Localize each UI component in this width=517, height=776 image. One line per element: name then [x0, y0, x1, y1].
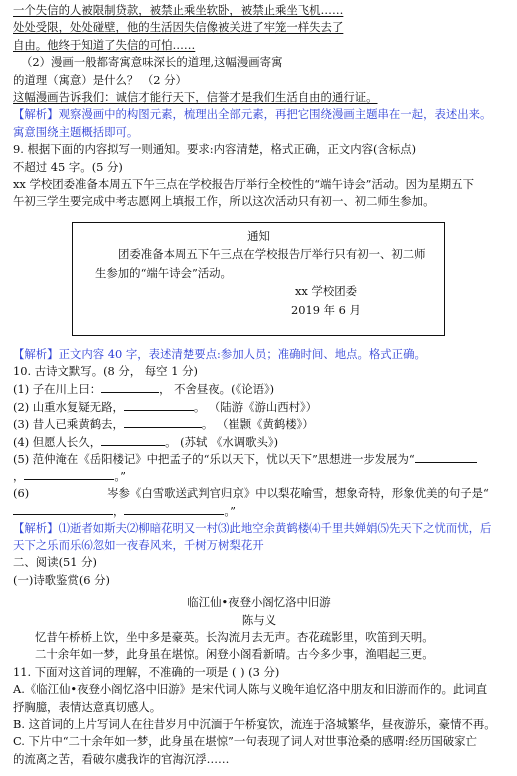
- q10-item-3: [13, 415, 505, 432]
- analysis-1: [13, 106, 505, 141]
- q11-option-a-1: A.《临江仙•夜登小阁忆洛中旧游》是宋代词人陈与义晚年追忆洛中朋友和旧游而作的。此词直: [13, 682, 488, 697]
- analysis-3: [13, 520, 505, 555]
- q10-6-num: (6): [13, 485, 30, 500]
- poem-line-2: 二十余年如一梦，此身虽在堪惊。闲登小阁看新晴。古今多少事，渔唱起三更。: [35, 647, 434, 662]
- q10-3-rest: 。 （崔颢《黄鹤楼》）: [201, 417, 314, 432]
- q10-2-rest: 。 （陆游《游山西村》）: [193, 399, 318, 414]
- poetry-heading: (一)诗歌鉴赏(6 分): [13, 572, 110, 587]
- q10-3-prompt: (3) 昔人已乘黄鹤去，: [13, 417, 124, 432]
- story-line-1: 一个失信的人被限制贷款，被禁止乘坐软卧，被禁止乘坐飞机……: [13, 3, 344, 17]
- q11-option-c-1: C. 下片中“二十余年如一梦，此身虽在堪惊”一句表现了词人对世事沧桑的感喟:经历国破家亡: [13, 734, 477, 749]
- q10-item-5-cont: [13, 467, 505, 484]
- q10-5-comma: ，: [13, 469, 25, 484]
- answer-blank[interactable]: [124, 415, 202, 428]
- comic-story: [13, 2, 505, 54]
- q10-6-prompt: 岑参《白雪歌送武判官归京》中以梨花喻雪，想象奇特，形象优美的句子是“: [107, 485, 489, 500]
- q10-5-end: 。”: [114, 469, 126, 484]
- q10-1-rest: ， 不舍昼夜。(《论语》): [159, 382, 275, 397]
- q10-4-rest: 。 (苏轼 《水调歌头》): [165, 434, 279, 449]
- analysis-1-line-1: 【解析】观察漫画中的构图元素，梳理出全部元素，再把它围绕漫画主题串在一起，表述出来。: [13, 107, 492, 122]
- q11-stem: 11. 下面对这首词的理解，不准确的一项是 ( ) (3 分): [13, 664, 280, 679]
- q10-6-end: 。”: [224, 504, 236, 519]
- notice-box: [72, 222, 445, 336]
- answer-blank[interactable]: [124, 502, 224, 515]
- q10-item-6-cont: [13, 502, 505, 519]
- answer-blank[interactable]: [415, 450, 477, 463]
- answer-blank[interactable]: [101, 433, 165, 446]
- q10-item-5: [13, 450, 505, 467]
- q11-option-b: B. 这首词的上片写词人在往昔岁月中沉湎于午桥宴饮，流连于洛城繁华，昼夜游乐，豪情不再。: [13, 716, 496, 731]
- analysis-2: 【解析】正文内容 40 字，表述清楚要点:参加人员；准确时间、地点。格式正确。: [13, 346, 426, 361]
- q9-line-3: xx 学校团委准备本周五下午三点在学校报告厅举行全校性的“端午诗会”活动。因为星期五下: [13, 176, 474, 191]
- poem-line-1: 忆昔午桥桥上饮，坐中多是豪英。长沟流月去无声。杏花疏影里，吹笛到天明。: [35, 629, 434, 644]
- q9-line-4: 午初三学生要完成中考志愿网上填报工作，所以这次活动只有初一、初二师生参加。: [13, 194, 435, 209]
- q10-5-prompt: (5) 范仲淹在《岳阳楼记》中把孟子的“乐以天下，忧以天下”思想进一步发展为“: [13, 452, 415, 467]
- q10-1-prompt: (1) 子在川上曰：: [13, 382, 102, 397]
- q10-head: 10. 古诗文默写。(8 分， 每空 1 分): [13, 364, 198, 379]
- q10-4-prompt: (4) 但愿人长久，: [13, 434, 102, 449]
- answer-blank[interactable]: [101, 380, 159, 393]
- notice-date: 2019 年 6 月: [291, 303, 361, 318]
- q9-line-2: 不超过 45 字。(5 分): [13, 159, 123, 174]
- q2-answer: 这幅漫画告诉我们：诚信才能行天下，信誉才是我们生活自由的通行证。: [13, 89, 378, 104]
- question-9: [13, 141, 505, 211]
- q10-item-4: [13, 433, 505, 450]
- q11-option-c-2: 的流离之苦，看破尔虞我诈的官海沉浮……: [13, 751, 230, 766]
- notice-body-2: 生参加的“端午诗会”活动。: [95, 265, 232, 280]
- question-2: [13, 54, 505, 106]
- analysis-3-line-2: 天下之乐而乐⑹忽如一夜春风来，千树万树梨花开: [13, 537, 264, 552]
- q10-2-prompt: (2) 山重水复疑无路，: [13, 399, 124, 414]
- analysis-1-line-2: 寓意围绕主题概括即可。: [13, 124, 139, 139]
- q9-line-1: 9. 根据下面的内容拟写一则通知。要求:内容清楚，格式正确，正文内容(含标点): [13, 142, 417, 157]
- answer-blank[interactable]: [124, 398, 194, 411]
- notice-title: 通知: [247, 228, 270, 243]
- notice-signature: xx 学校团委: [295, 284, 358, 299]
- q2-line-1: （2）漫画一般都寄寓意味深长的道理,这幅漫画寄寓: [21, 55, 283, 70]
- question-11: [13, 664, 505, 768]
- story-line-3: 自由。他终于知道了失信的可怕……: [13, 37, 196, 52]
- analysis-3-line-1: 【解析】⑴逝者如斯夫⑵柳暗花明又一村⑶此地空余黄鹤楼⑷千里共婵娟⑸先天下之忧而忧，后: [13, 520, 492, 535]
- poem-title: 临江仙•夜登小阁忆洛中旧游: [187, 595, 331, 610]
- story-line-2: 处处受限，处处碰壁，他的生活因失信像被关进了牢笼一样失去了: [13, 20, 344, 35]
- q10-item-2: [13, 398, 505, 415]
- exam-page: [13, 2, 505, 768]
- q2-line-2: 的道理（寓意）是什么？ （2 分）: [13, 72, 187, 87]
- q10-item-1: [13, 380, 505, 397]
- answer-blank[interactable]: [13, 502, 113, 515]
- poem: [13, 594, 505, 664]
- q11-option-a-2: 抒胸臆，表情达意真切感人。: [13, 699, 162, 714]
- question-10: [13, 363, 505, 520]
- q10-item-6: [13, 485, 505, 502]
- poem-author: 陈与义: [241, 612, 277, 627]
- notice-body-1: 团委准备本周五下午三点在学校报告厅举行只有初一、初二师: [118, 247, 426, 262]
- q10-6-comma: ，: [113, 504, 125, 519]
- reading-heading: 二、阅读(51 分): [13, 555, 97, 570]
- answer-blank[interactable]: [24, 467, 114, 480]
